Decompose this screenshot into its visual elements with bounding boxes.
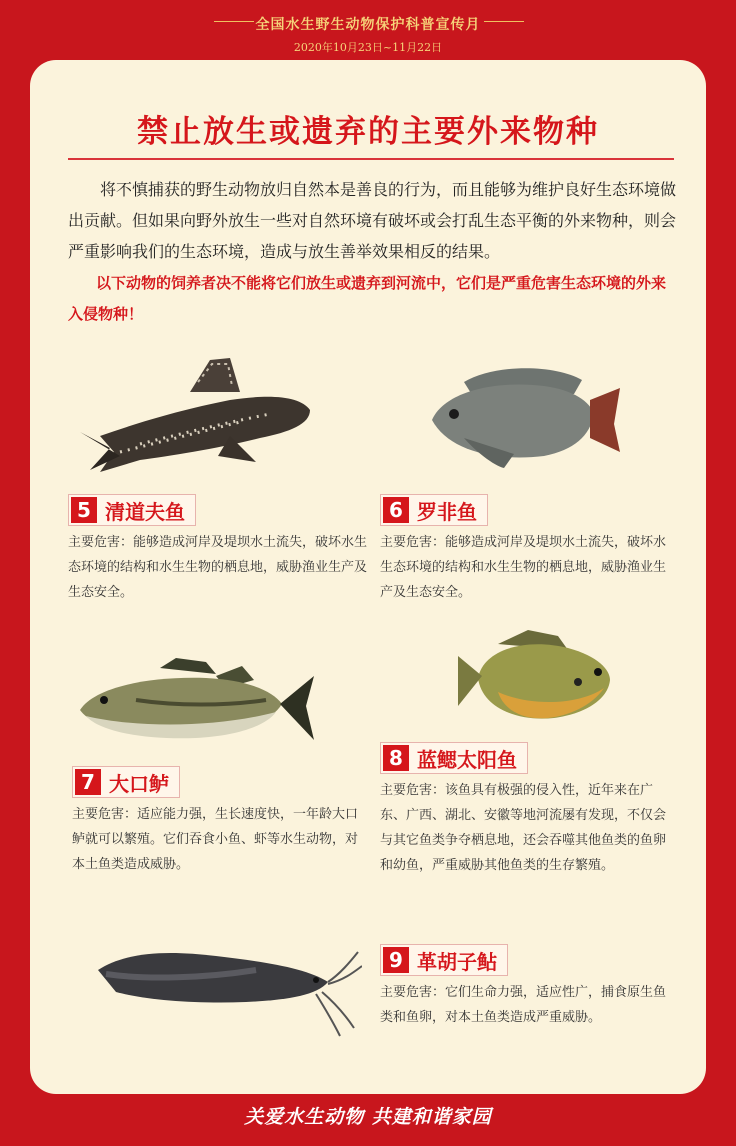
fish-name: 罗非鱼: [417, 499, 477, 524]
fish-name: 清道夫鱼: [105, 499, 185, 524]
largemouth-bass-icon: [76, 654, 318, 754]
campaign-dates: 2020年10月23日~11月22日: [293, 41, 443, 54]
fish-name: 蓝鳃太阳鱼: [417, 747, 517, 772]
tilapia-fish-icon: [424, 358, 620, 484]
fish-number-badge: 8: [383, 745, 409, 771]
top-banner: [0, 0, 736, 60]
title-divider: [68, 158, 674, 160]
fish-label-9: [380, 944, 508, 976]
fish-label-8: [380, 742, 528, 774]
warning-paragraph: 以下动物的饲养者决不能将它们放生或遗弃到河流中，它们是严重危害生态环境的外来入侵物种！: [68, 274, 667, 323]
fish-label-6: [380, 494, 488, 526]
page-title: 禁止放生或遗弃的主要外来物种: [137, 114, 599, 150]
fish-number-badge: 9: [383, 947, 409, 973]
fish-label-5: [68, 494, 196, 526]
fish-number-badge: 7: [75, 769, 101, 795]
fish-number-badge: 5: [71, 497, 97, 523]
fish-label-7: [72, 766, 180, 798]
intro-paragraph: 将不慎捕获的野生动物放归自然本是善良的行为，而且能够为维护良好生态环境做出贡献。但如果向野外放生一些对自然环境有破坏或会打乱生态平衡的外来物种，则会严重影响我们的生态环境，造成与放生善举效果相反的结果。: [68, 180, 677, 261]
fish-description-6: 主要危害：能够造成河岸及堤坝水土流失，破坏水生态环境的结构和水生生物的栖息地，威胁渔业生产及生态安全。: [380, 535, 667, 600]
fish-description-7: 主要危害：适应能力强，生长速度快，一年龄大口鲈就可以繁殖。它们吞食小鱼、虾等水生动物，对本土鱼类造成威胁。: [72, 807, 359, 872]
footer-slogan: 关爱水生动物 共建和谐家园: [244, 1106, 492, 1128]
fish-number-badge: 6: [383, 497, 409, 523]
fish-name: 革胡子鲇: [417, 949, 497, 974]
pleco-fish-icon: [80, 352, 320, 482]
fish-description-8: 主要危害：该鱼具有极强的侵入性，近年来在广东、广西、湖北、安徽等地河流屡有发现，不仅会与其它鱼类争夺栖息地，还会吞噬其他鱼类的鱼卵和幼鱼，严重威胁其他鱼类的生存繁殖。: [380, 783, 667, 873]
campaign-title: 全国水生野生动物保护科普宣传月: [255, 17, 481, 33]
catfish-icon: [96, 944, 362, 1040]
bluegill-fish-icon: [458, 626, 614, 732]
fish-description-5: 主要危害：能够造成河岸及堤坝水土流失，破坏水生态环境的结构和水生生物的栖息地，威胁渔业生产及生态安全。: [68, 535, 368, 600]
fish-description-9: 主要危害：它们生命力强，适应性广，捕食原生鱼类和鱼卵，对本土鱼类造成严重威胁。: [380, 985, 667, 1025]
fish-name: 大口鲈: [109, 771, 169, 796]
